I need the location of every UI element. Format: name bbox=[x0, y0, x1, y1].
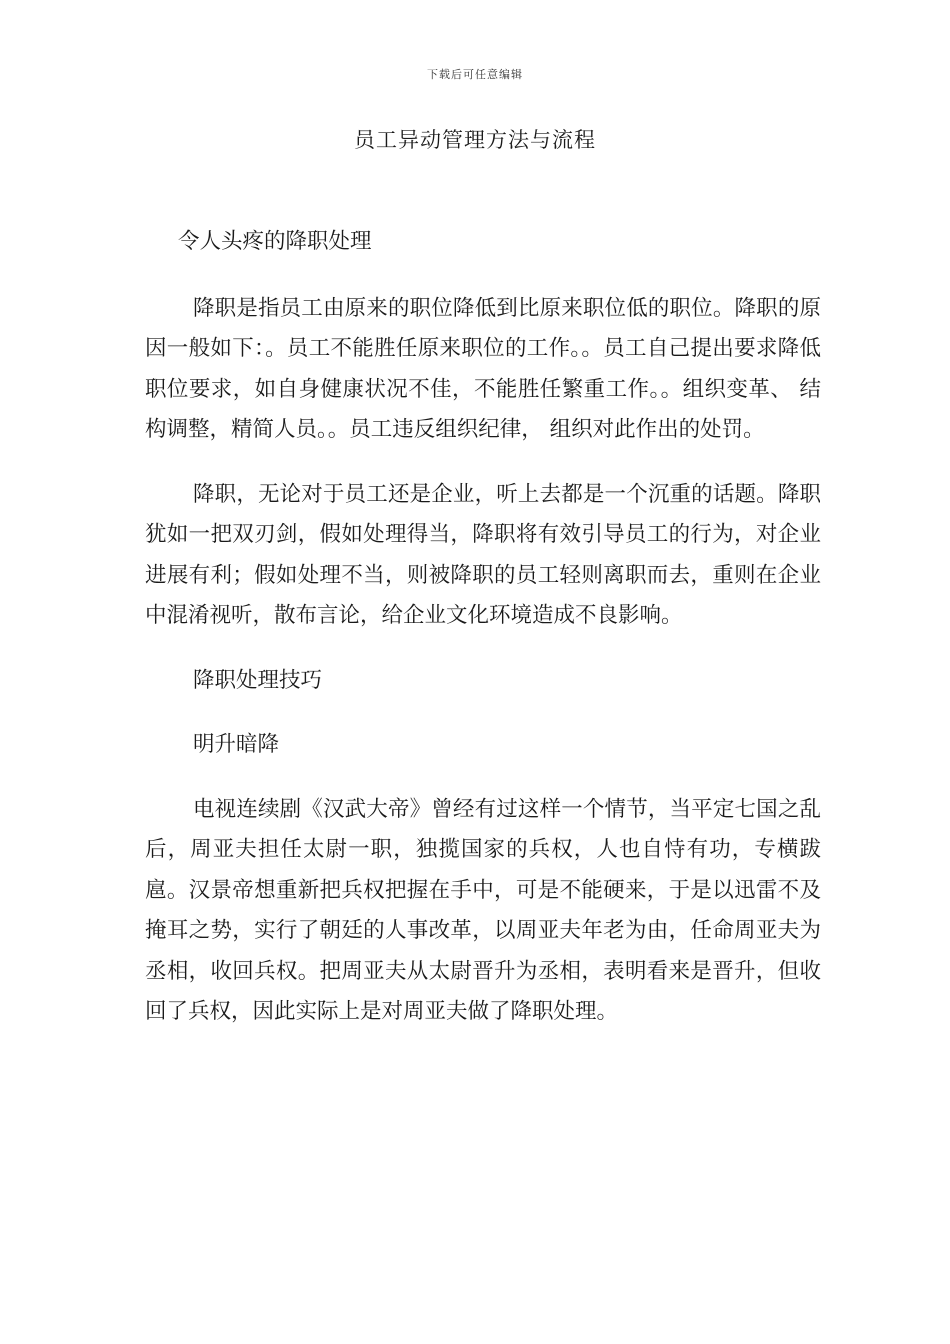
paragraph-demotion-impact: 降职，无论对于员工还是企业，听上去都是一个沉重的话题。降职犹如一把双刃剑，假如处理得当，降职将有效引导员工的行为，对企业进展有利；假如处理不当，则被降职的员工轻则离职而去，重则在企业中混淆视听，散布言论，给企业文化环境造成不良影响。 bbox=[145, 481, 821, 628]
spacer bbox=[145, 637, 821, 661]
subheading-promote-in-name: 明升暗降 bbox=[193, 732, 280, 757]
spacer bbox=[145, 766, 821, 790]
paragraph-demotion-definition: 降职是指员工由原来的职位降低到比原来职位低的职位。降职的原因一般如下：。员工不能胜任原来职位的工作。。员工自己提出要求降低职位要求，如自身健康状况不佳，不能胜任繁重工作。。组织变革、 结构调整，精简人员。。员工违反组织纪律， 组织对此作出的处罚。 bbox=[145, 295, 821, 442]
spacer bbox=[145, 451, 821, 475]
header-note: 下载后可任意编辑 bbox=[427, 68, 523, 81]
document-title: 员工异动管理方法与流程 bbox=[354, 128, 596, 152]
document-body bbox=[145, 222, 821, 1033]
section-heading: 令人头疼的降职处理 bbox=[178, 229, 372, 254]
spacer bbox=[145, 701, 821, 725]
spacer bbox=[145, 263, 821, 289]
subheading-techniques: 降职处理技巧 bbox=[193, 667, 323, 693]
paragraph-historical-example: 电视连续剧《汉武大帝》曾经有过这样一个情节，当平定七国之乱后，周亚夫担任太尉一职，独揽国家的兵权，人也自恃有功，专横跋扈。汉景帝想重新把兵权把握在手中，可是不能硬来，于是以迅雷不及掩耳之势，实行了朝廷的人事改革，以周亚夫年老为由，任命周亚夫为丞相，收回兵权。把周亚夫从太尉晋升为丞相，表明看来是晋升，但收回了兵权，因此实际上是对周亚夫做了降职处理。 bbox=[145, 796, 821, 1024]
